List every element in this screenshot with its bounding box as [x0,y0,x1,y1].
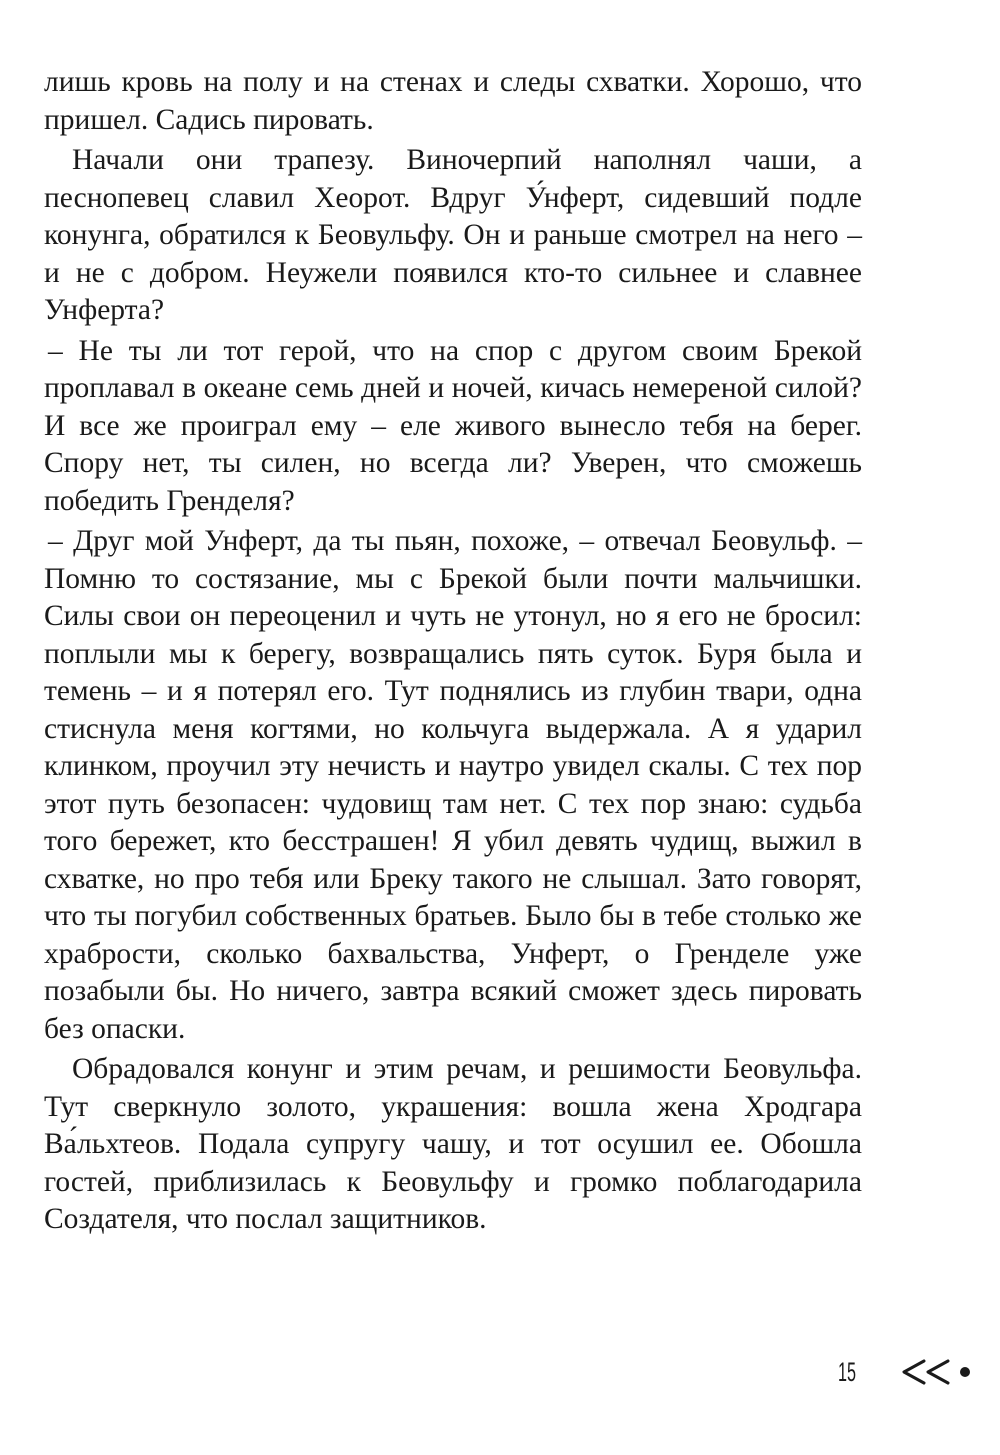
paragraph-5: Обрадовался конунг и этим речам, и решимости Беовульфа. Тут сверкнуло золото, украшения: вошла жена Хродгара Ва́льхтеов. Подала супругу чашу, и тот осушил ее. Обошла гостей, приблизилась к Беовульфу и громко поблагодарила Создателя, что послал защитников. [44,1053,862,1235]
page-footer [838,1352,970,1392]
end-dot-icon [960,1367,970,1377]
double-chevron-left-icon[interactable] [900,1355,954,1389]
page-number: 15 [838,1356,857,1387]
paragraph-4: – Друг мой Унферт, да ты пьян, похоже, – отвечал Беовульф. – Помню то состязание, мы с Брекой были почти мальчишки. Силы свои он переоценил и чуть не утонул, но я его не бросил: поплыли мы к берегу, возвращались пять суток. Буря была и темень – и я потерял его. Тут поднялись из глубин твари, одна стиснула меня когтями, но кольчуга выдержала. А я ударил клинком, проучил эту нечисть и наутро увидел скалы. С тех пор этот путь безопасен: чудовищ там нет. С тех пор знаю: судьба того бережет, кто бесстрашен! Я убил девять чудищ, выжил в схватке, но про тебя или Бреку такого не слышал. Зато говорят, что ты погубил собственных братьев. Было бы в тебе столько же храбрости, сколько бахвальства, Унферт, о Гренделе уже позабыли бы. Но ничего, завтра всякий сможет здесь пировать без опаски. [44,525,862,1045]
paragraph-2: Начали они трапезу. Виночерпий наполнял чаши, а песнопевец славил Хеорот. Вдруг У́нферт, сидевший подле конунга, обратился к Беовульфу. Он и раньше смотрел на него – и не с добром. Неужели появился кто-то сильнее и славнее Унферта? [44,144,862,326]
page-body [44,64,862,1239]
paragraph-3: – Не ты ли тот герой, что на спор с другом своим Брекой проплавал в океане семь дней и ночей, кичась немереной силой? И все же проиграл ему – еле живого вынесло тебя на берег. Спору нет, ты силен, но всегда ли? Уверен, что сможешь победить Гренделя? [44,334,862,517]
paragraph-1: лишь кровь на полу и на стенах и следы схватки. Хорошо, что пришел. Садись пировать. [44,66,862,136]
